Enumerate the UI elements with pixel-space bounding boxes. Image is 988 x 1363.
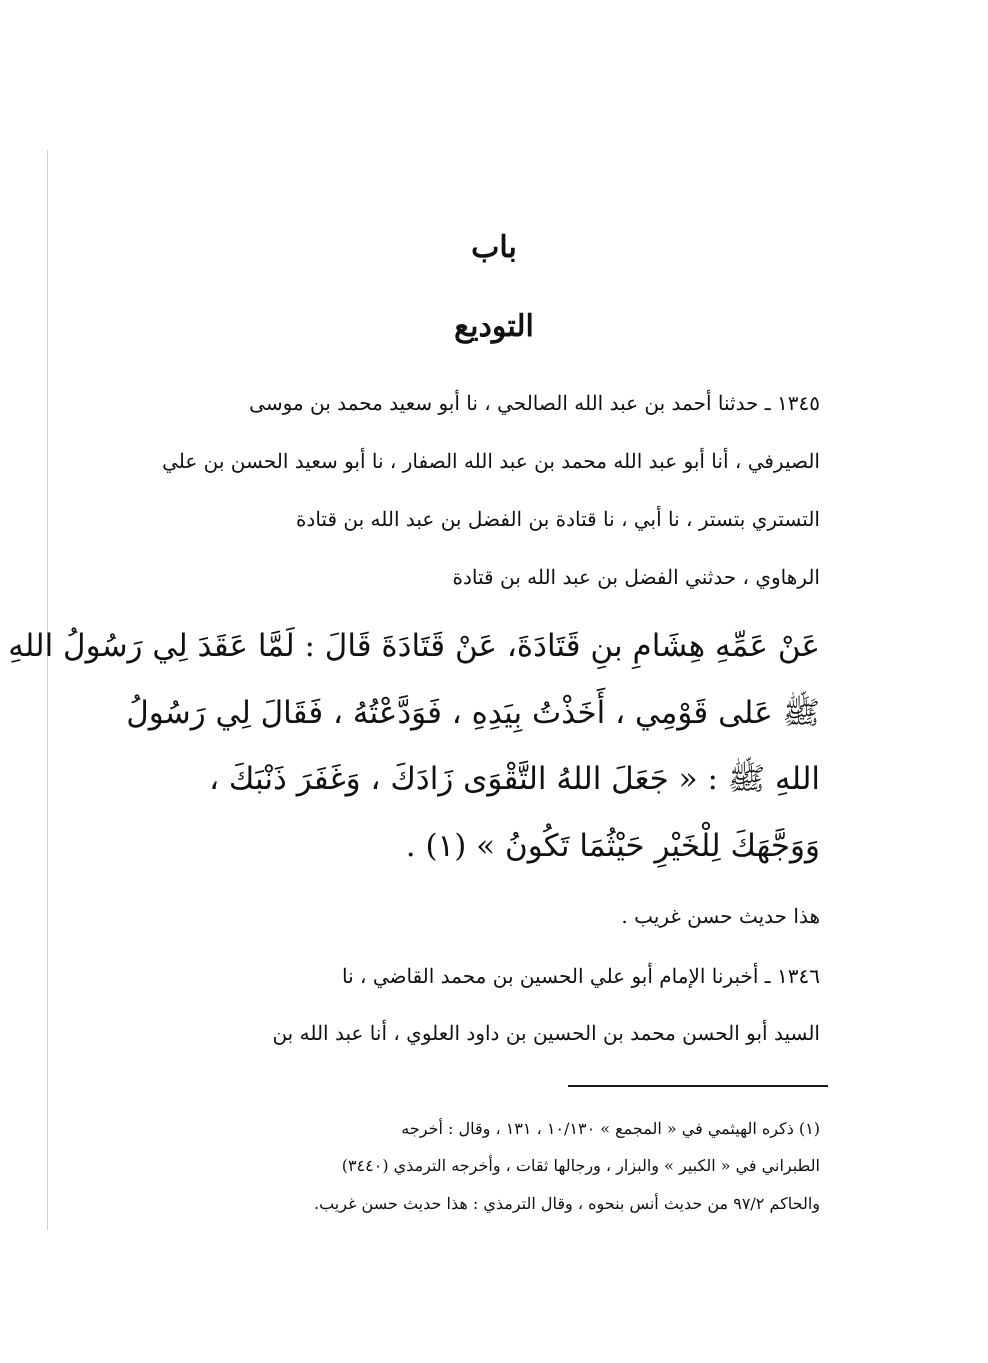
isnad-line: التستري بتستر ، نا أبي ، نا قتادة بن الفضل بن عبد الله بن قتادة xyxy=(295,507,820,531)
isnad-line: الرهاوي ، حدثني الفضل بن عبد الله بن قتادة xyxy=(452,565,820,589)
isnad-line: الصيرفي ، أنا أبو عبد الله محمد بن عبد الله الصفار ، نا أبو سعيد الحسن بن علي xyxy=(162,449,820,473)
isnad-line: السيد أبو الحسن محمد بن الحسين بن داود العلوي ، أنا عبد الله بن xyxy=(272,1021,820,1045)
chapter-heading: باب xyxy=(471,230,517,265)
page-edge-line xyxy=(47,150,48,1230)
hadith-text-line: ﷺ عَلى قَوْمِي ، أَخَذْتُ بِيَدِهِ ، فَوَدَّعْتُهُ ، فَقَالَ لِي رَسُولُ xyxy=(126,695,820,731)
chapter-subtitle: التوديع xyxy=(454,309,534,344)
isnad-line: ١٣٤٥ ـ حدثنا أحمد بن عبد الله الصالحي ، نا أبو سعيد محمد بن موسى xyxy=(249,391,820,415)
hadith-grading: هذا حديث حسن غريب . xyxy=(621,904,820,928)
hadith-text-line: عَنْ عَمِّهِ هِشَامِ بنِ قَتَادَةَ، عَنْ قَتَادَةَ قَالَ : لَمَّا عَقَدَ لِي رَسُولُ اللهِ xyxy=(8,628,820,664)
hadith-text-line: اللهِ ﷺ : « جَعَلَ اللهُ التَّقْوَى زَادَكَ ، وَغَفَرَ ذَنْبَكَ ، xyxy=(209,761,820,797)
footnote-line: والحاكم ٩٧/٢ من حديث أنس بنحوه ، وقال الترمذي : هذا حديث حسن غريب. xyxy=(314,1194,820,1213)
isnad-line: ١٣٤٦ ـ أخبرنا الإمام أبو علي الحسين بن محمد القاضي ، نا xyxy=(341,964,820,988)
footnote-divider xyxy=(568,1085,828,1087)
footnote-line: (١) ذكره الهيثمي في « المجمع » ١٠/١٣٠ ، ١٣١ ، وقال : أخرجه xyxy=(401,1119,820,1138)
footnote-line: الطبراني في « الكبير » والبزار ، ورجالها ثقات ، وأخرجه الترمذي (٣٤٤٠) xyxy=(341,1156,820,1175)
hadith-text-line: وَوَجَّهَكَ لِلْخَيْرِ حَيْثُمَا تَكُونُ » (١) . xyxy=(405,828,820,864)
